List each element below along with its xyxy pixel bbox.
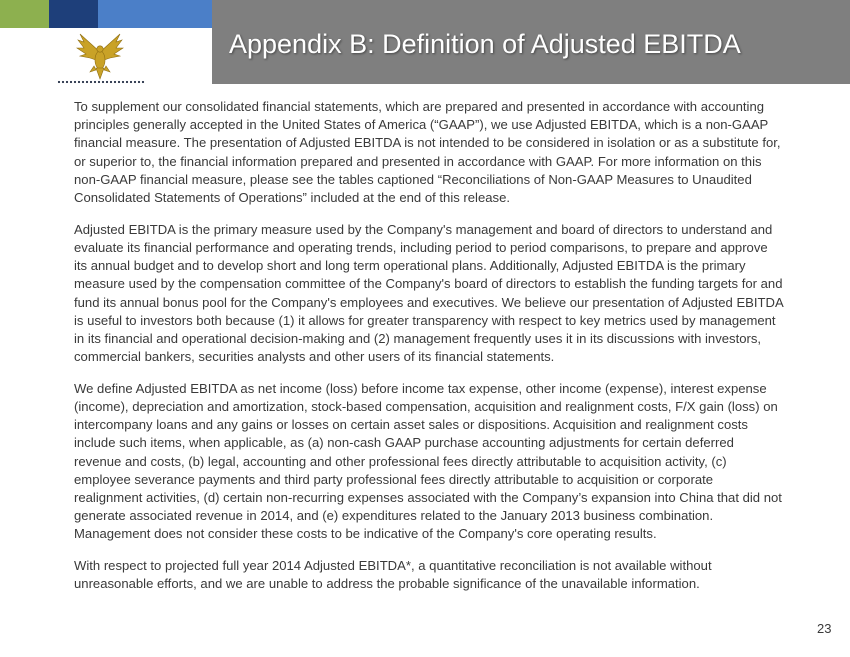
page-number: 23 <box>817 621 832 636</box>
body-text <box>74 98 784 607</box>
paragraph-definition: We define Adjusted EBITDA as net income (loss) before income tax expense, other income (expense), interest expense (income), depreciation and amortization, stock-based compensation, acquisition and realignment costs, F/X gain (loss) on intercompany loans and any gains or losses on certain asset sales or dispositions. Acquisition and realignment costs include such items, when applicable, as (a) non-cash GAAP purchase accounting adjustments for certain deferred revenue and costs, (b) legal, accounting and other professional fees directly attributable to acquisition activity, (c) employee severance payments and third party professional fees directly attributable to acquisition or corporate realignment activities, (d) certain non-recurring expenses associated with the Company’s expansion into China that did not generate associated revenue in 2014, and (e) expenditures related to the January 2013 business combination. Management does not consider these costs to be indicative of the Company's core operating results. <box>74 380 782 542</box>
slide-title: Appendix B: Definition of Adjusted EBITDA <box>229 29 741 59</box>
header-blue-bar <box>98 0 213 28</box>
header-navy-bar <box>49 0 98 28</box>
paragraph-projection-note: With respect to projected full year 2014 Adjusted EBITDA*, a quantitative reconciliation is not available without unreasonable efforts, and we are unable to address the probable significance of the unavailable information. <box>74 558 712 592</box>
title-band <box>212 0 850 84</box>
logo-dotted-rule <box>57 80 145 84</box>
eagle-logo-icon <box>74 30 126 82</box>
paragraph-primary-measure: Adjusted EBITDA is the primary measure used by the Company's management and board of directors to understand and evaluate its financial performance and operating trends, including period to period comparisons, to prepare and approve its annual budget and to develop short and long term operational plans. Additionally, Adjusted EBITDA is the primary measure used by the compensation committee of the Company's board of directors to establish the funding targets for and fund its annual bonus pool for the Company's employees and executives. We believe our presentation of Adjusted EBITDA is useful to investors both because (1) it allows for greater transparency with respect to key metrics used by management in its financial and operational decision-making and (2) management frequently uses it in its discussions with investors, commercial bankers, securities analysts and other users of its financial statements. <box>74 221 784 365</box>
header-green-bar <box>0 0 49 28</box>
paragraph-gaap-intro: To supplement our consolidated financial statements, which are prepared and presented in accordance with accounting principles generally accepted in the United States of America (“GAAP”), we use Adjusted EBITDA, which is a non-GAAP financial measure. The presentation of Adjusted EBITDA is not intended to be considered in isolation or as a substitute for, or superior to, the financial information prepared and presented in accordance with GAAP. For more information on this non-GAAP financial measure, please see the tables captioned “Reconciliations of Non-GAAP Measures to Unaudited Consolidated Statements of Operations” included at the end of this release. <box>74 99 781 206</box>
